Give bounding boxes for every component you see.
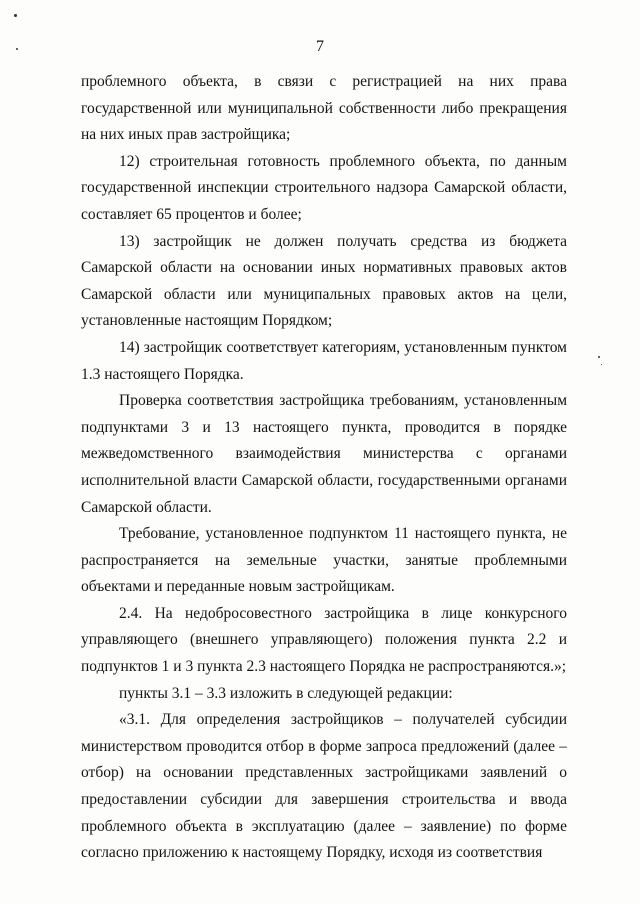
scan-artifact-dot [14,14,17,17]
paragraph: пункты 3.1 – 3.3 изложить в следующей редакции: [119,684,453,702]
paragraph: 2.4. На недобросовестного застройщика в лице конкурсного управляющего (внешнего управляющего) положения пункта 2.2 и подпунктов 1 и 3 пункта 2.3 настоящего Порядка не распространяются.»; [81,604,567,676]
paragraph: «3.1. Для определения застройщиков – получателей субсидии министерством проводится отбор в форме запроса предложений (далее – отбор) на основании представленных застройщиками заявлений о предоставлении субсидии для завершения строительства и ввода проблемного объекта в эксплуатацию (далее – заявление) по форме согласно приложению к настоящему Порядку, исходя из соответствия [81,711,567,862]
scan-artifact-dot [601,364,602,365]
page-number: 7 [316,38,324,55]
paragraph: 13) застройщик не должен получать средства из бюджета Самарской области на основании иных нормативных правовых актов Самарской области или муниципальных правовых актов на цели, установленные настоящим Порядком; [81,232,567,330]
paragraph: Проверка соответствия застройщика требованиям, установленным подпунктами 3 и 13 настоящего пункта, проводится в порядке межведомственного взаимодействия министерства с органами исполнительной власти Самарской области, государственными органами Самарской области. [81,392,567,516]
document-body [81,69,567,867]
paragraph: проблемного объекта, в связи с регистрацией на них права государственной или муниципальной собственности либо прекращения на них иных прав застройщика; [81,73,567,144]
scan-artifact-dot [598,356,600,358]
paragraph: Требование, установленное подпунктом 11 настоящего пункта, не распространяется на земельные участки, занятые проблемными объектами и переданные новым застройщикам. [81,525,567,596]
paragraph: 12) строительная готовность проблемного объекта, по данным государственной инспекции строительного надзора Самарской области, составляет 65 процентов и более; [81,152,567,223]
paragraph: 14) застройщик соответствует категориям, установленным пунктом 1.3 настоящего Порядка. [81,338,567,383]
